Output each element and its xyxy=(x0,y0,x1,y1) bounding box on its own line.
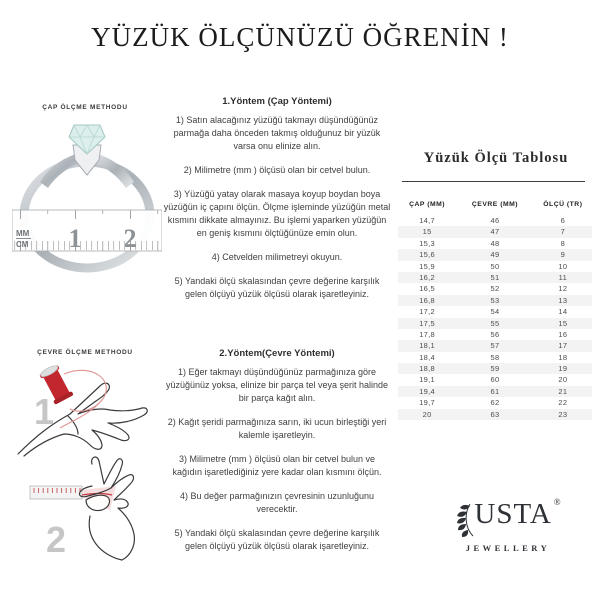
hand-pinching-thread-illustration xyxy=(28,452,168,562)
cell-cevre: 56 xyxy=(490,329,500,339)
table-row xyxy=(398,386,592,397)
ring-with-ruler-illustration xyxy=(12,118,162,273)
table-row xyxy=(398,295,592,306)
cell-olcu: 9 xyxy=(560,250,566,260)
cell-olcu: 13 xyxy=(558,295,568,305)
table-row xyxy=(398,272,592,283)
cell-olcu: 7 xyxy=(560,227,566,237)
table-row xyxy=(398,397,592,408)
logo-subtitle: JEWELLERY xyxy=(465,543,551,553)
ruler xyxy=(12,210,162,253)
table-row xyxy=(398,226,592,237)
cell-olcu: 14 xyxy=(558,307,568,317)
method1-step: 5) Yandaki ölçü skalasından çevre değerine karşılık gelen ölçüyü yüzük ölçüsü olarak işaretleyiniz. xyxy=(174,276,380,300)
cell-cap: 16,8 xyxy=(419,295,435,305)
cell-cevre: 48 xyxy=(490,238,500,248)
table-row xyxy=(398,261,592,272)
cell-cap: 17,8 xyxy=(419,329,435,339)
method2-steps xyxy=(163,366,391,565)
ruler-mm-label: MM xyxy=(16,229,30,238)
cell-cap: 20 xyxy=(422,409,432,419)
cell-olcu: 10 xyxy=(558,261,568,271)
ruler-number-2: 2 xyxy=(123,224,137,253)
cell-cevre: 46 xyxy=(490,216,500,225)
cell-cevre: 52 xyxy=(490,284,500,294)
cell-cap: 18,1 xyxy=(419,341,435,351)
table-top-rule xyxy=(402,181,585,182)
figure-1-number: 1 xyxy=(34,391,55,432)
col-header-olcu: ÖLÇÜ (TR) xyxy=(543,201,583,208)
diameter-method-label: ÇAP ÖLÇME METHODU xyxy=(42,104,128,111)
cell-olcu: 21 xyxy=(558,386,568,396)
method2-step: 4) Bu değer parmağınızın çevresinin uzunluğunu verecektir. xyxy=(179,491,375,515)
table-row xyxy=(398,249,592,260)
table-row xyxy=(398,283,592,294)
method2-step: 1) Eğer takmayı düşündüğünüz parmağınıza göre yüzüğünüz yoksa, elinize bir parça tel veya şerit halinde bir parça kağıt alın. xyxy=(165,367,389,404)
table-row xyxy=(398,329,592,340)
size-table-body xyxy=(398,215,592,420)
table-row xyxy=(398,374,592,385)
method1-steps xyxy=(163,114,391,313)
cell-cap: 17,5 xyxy=(419,318,435,328)
table-row xyxy=(398,306,592,317)
cell-cap: 19,1 xyxy=(419,375,435,385)
method1-step: 2) Milimetre (mm ) ölçüsü olan bir cetvel bulun. xyxy=(183,165,371,176)
cell-cap: 15 xyxy=(422,227,432,237)
table-row xyxy=(398,318,592,329)
cell-cevre: 55 xyxy=(490,318,500,328)
cell-cap: 17,2 xyxy=(419,307,435,317)
page-title: YÜZÜK ÖLÇÜNÜZÜ ÖĞRENİN ! xyxy=(91,22,509,52)
cell-cevre: 58 xyxy=(490,352,500,362)
cell-cevre: 63 xyxy=(490,409,500,419)
table-row xyxy=(398,409,592,420)
method1-step: 4) Cetvelden milimetreyi okuyun. xyxy=(211,252,343,263)
method2-heading: 2.Yöntem(Çevre Yöntemi) xyxy=(219,348,335,359)
brand-logo xyxy=(440,497,576,553)
cell-olcu: 8 xyxy=(560,238,566,248)
method1-step: 3) Yüzüğü yatay olarak masaya koyup boydan boya yüzüğün iç çapını ölçün. Ölçme işleminde yüzüğün metal kısmını dikkate almayınız. Bu işlemi yaparken yüzüğün en geniş kısmını ölçtüğünüze emin olun. xyxy=(163,189,391,239)
cell-cap: 19,4 xyxy=(419,386,435,396)
table-row xyxy=(398,238,592,249)
figure-2-number: 2 xyxy=(46,519,67,560)
cell-cevre: 57 xyxy=(490,341,500,351)
col-header-cevre: ÇEVRE (MM) xyxy=(471,201,519,208)
cell-cevre: 50 xyxy=(490,261,500,271)
cell-olcu: 19 xyxy=(558,364,568,374)
cell-cevre: 61 xyxy=(490,386,500,396)
circumference-method-label: ÇEVRE ÖLÇME METHODU xyxy=(37,349,133,356)
logo-wordmark: USTA ® xyxy=(474,497,562,530)
ruler-cm-label: CM xyxy=(16,240,29,249)
cell-cap: 14,7 xyxy=(419,216,435,225)
method2-step: 2) Kağıt şeridi parmağınıza sarın, iki ucun birleştiği yeri kalemle işaretleyin. xyxy=(167,417,387,441)
method2-step: 5) Yandaki ölçü skalasından çevre değerine karşılık gelen ölçüyü yüzük ölçüsü olarak işaretleyiniz. xyxy=(174,528,380,552)
cell-cevre: 59 xyxy=(490,364,500,374)
registered-mark: ® xyxy=(553,497,562,507)
size-table-header xyxy=(398,196,592,215)
cell-olcu: 17 xyxy=(558,341,568,351)
method2-step: 3) Milimetre (mm ) ölçüsü olan bir cetvel bulun ve kağıdın işaretlediğiniz yere kadar olan kısmını ölçün. xyxy=(172,454,382,478)
cell-olcu: 16 xyxy=(558,329,568,339)
table-row xyxy=(398,363,592,374)
cell-cevre: 47 xyxy=(490,227,500,237)
cell-olcu: 23 xyxy=(558,409,568,419)
small-ruler xyxy=(30,486,82,499)
hand-outline xyxy=(79,457,134,560)
cell-cap: 19,7 xyxy=(419,398,435,408)
cell-olcu: 20 xyxy=(558,375,568,385)
cell-cap: 15,3 xyxy=(419,238,435,248)
method1-step: 1) Satın alacağınız yüzüğü takmayı düşündüğünüz parmağa daha önceden takmış olduğunuz bir yüzük varsa onu elinize alın. xyxy=(173,115,381,152)
cell-olcu: 6 xyxy=(560,216,566,225)
cell-cevre: 62 xyxy=(490,398,500,408)
cell-cevre: 60 xyxy=(490,375,500,385)
cell-cevre: 53 xyxy=(490,295,500,305)
cell-olcu: 12 xyxy=(558,284,568,294)
hand-with-thread-illustration xyxy=(12,362,162,457)
ruler-number-1: 1 xyxy=(68,224,82,253)
cell-cap: 15,6 xyxy=(419,250,435,260)
cell-olcu: 22 xyxy=(558,398,568,408)
ring-size-table xyxy=(398,196,592,420)
cell-cap: 15,9 xyxy=(419,261,435,271)
table-row xyxy=(398,340,592,351)
cell-olcu: 15 xyxy=(558,318,568,328)
method1-heading: 1.Yöntem (Çap Yöntemi) xyxy=(222,96,332,107)
cell-cevre: 54 xyxy=(490,307,500,317)
col-header-cap: ÇAP (MM) xyxy=(409,201,446,208)
cell-olcu: 11 xyxy=(558,272,568,282)
size-table-title: Yüzük Ölçü Tablosu xyxy=(423,150,569,166)
cell-cap: 16,5 xyxy=(419,284,435,294)
cell-cevre: 49 xyxy=(490,250,500,260)
cell-cap: 18,4 xyxy=(419,352,435,362)
cell-cevre: 51 xyxy=(490,272,500,282)
table-row xyxy=(398,215,592,226)
cell-cap: 18,8 xyxy=(419,364,435,374)
table-row xyxy=(398,352,592,363)
cell-cap: 16,2 xyxy=(419,272,435,282)
cell-olcu: 18 xyxy=(558,352,568,362)
